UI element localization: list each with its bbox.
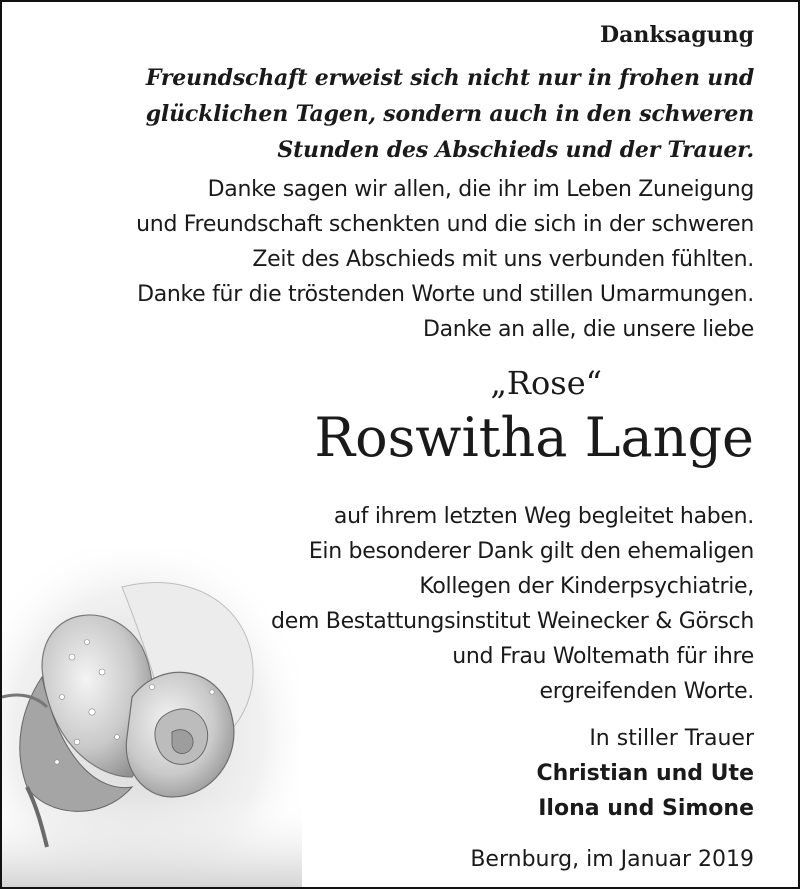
motto-line: Stunden des Abschieds und der Trauer. (277, 137, 754, 163)
motto (34, 60, 754, 168)
gratitude-line: dem Bestattungsinstitut Weinecker & Görsch (271, 609, 754, 634)
gratitude-line: Ein besonderer Dank gilt den ehemaligen (308, 539, 754, 564)
motto-line: Freundschaft erweist sich nicht nur in frohen und (145, 65, 754, 91)
thanks-line: Danke an alle, die unsere liebe (422, 317, 754, 342)
nickname: „Rose“ (490, 364, 602, 402)
signer-name: Christian und Ute (536, 761, 754, 786)
heading: Danksagung (600, 22, 754, 48)
thanks-line: Danke für die tröstenden Worte und stillen Umarmungen. (137, 282, 754, 307)
signature-intro: In stiller Trauer (589, 726, 754, 751)
obituary-text (34, 18, 754, 877)
gratitude-line: und Frau Woltemath für ihre (452, 644, 754, 669)
thanks-line: Zeit des Abschieds mit uns verbunden fühlten. (252, 247, 754, 272)
deceased-name: Roswitha Lange (314, 406, 754, 469)
thanks-line: Danke sagen wir allen, die ihr im Leben Zuneigung (207, 177, 754, 202)
gratitude-line: ergreifenden Worte. (539, 679, 754, 704)
gratitude-paragraph (34, 499, 754, 709)
gratitude-line: auf ihrem letzten Weg begleitet haben. (333, 504, 754, 529)
thanks-paragraph (34, 172, 754, 347)
gratitude-line: Kollegen der Kinderpsychiatrie, (419, 574, 754, 599)
thanks-line: und Freundschaft schenkten und die sich in der schweren (136, 212, 754, 237)
signer-name: Ilona und Simone (538, 796, 754, 821)
place-date: Bernburg, im Januar 2019 (470, 847, 754, 872)
motto-line: glücklichen Tagen, sondern auch in den schweren (145, 101, 754, 127)
